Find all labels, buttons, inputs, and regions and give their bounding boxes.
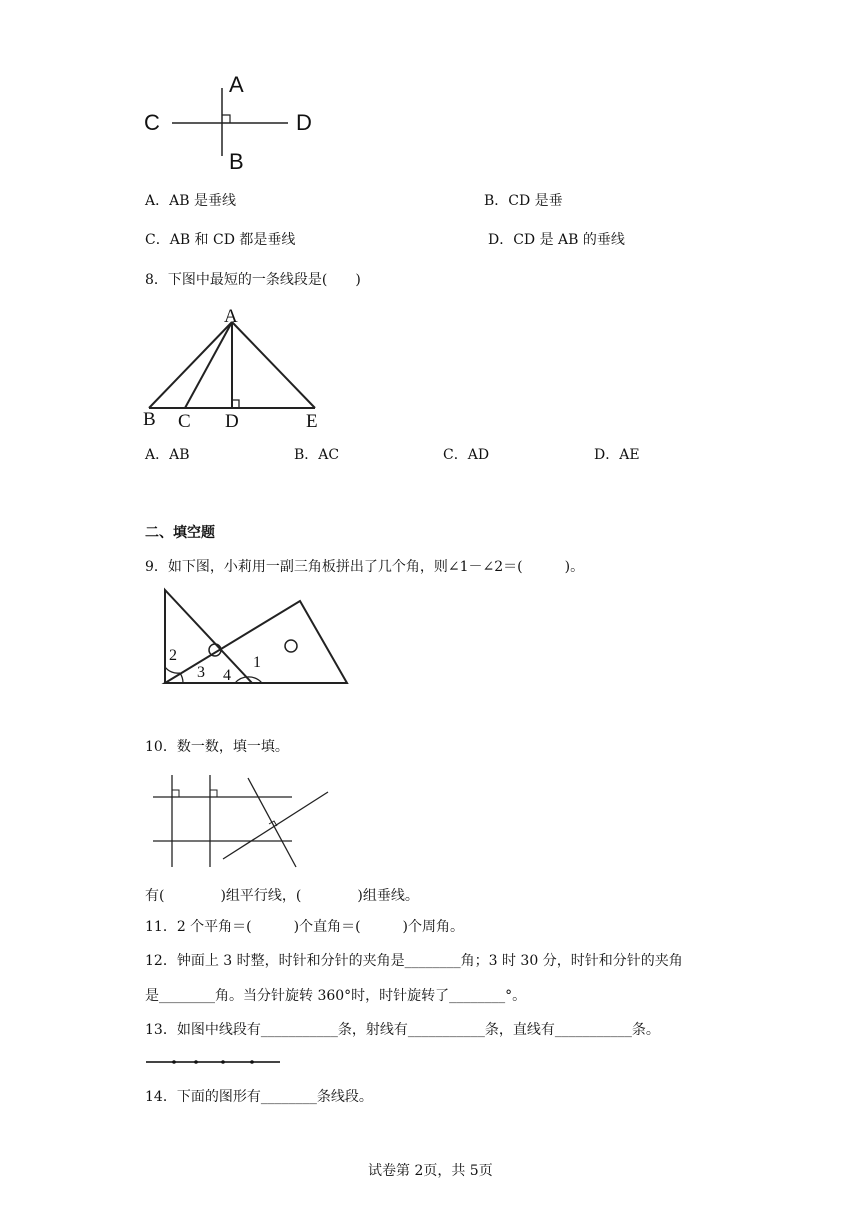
point-dot: [221, 1060, 225, 1064]
label-b: B: [143, 409, 156, 430]
triangle-left: [165, 590, 252, 683]
label-c: C: [178, 411, 191, 432]
q12-line-2: 是________角。当分针旋转 360°时，时针旋转了________°。: [145, 988, 527, 1004]
right-angle-mark: [172, 790, 179, 797]
label-d: D: [296, 110, 312, 135]
label-b: B: [229, 149, 244, 174]
q7-option-a[interactable]: A．AB 是垂线: [145, 193, 236, 209]
q8-option-b[interactable]: B．AC: [294, 447, 340, 463]
point-dot: [250, 1060, 254, 1064]
label-3: 3: [197, 664, 205, 681]
q10-answer-line: 有( )组平行线，( )组垂线。: [145, 888, 419, 904]
segment-ab: [149, 322, 232, 408]
q8-option-d[interactable]: D．AE: [594, 447, 640, 463]
label-2: 2: [169, 647, 177, 664]
q8-option-c[interactable]: C．AD: [443, 447, 490, 463]
right-angle-mark: [210, 790, 217, 797]
label-4: 4: [223, 667, 231, 684]
right-angle-mark: [222, 115, 230, 123]
q9-stem: 9．如下图，小莉用一副三角板拼出了几个角，则∠1－∠2＝( )。: [145, 559, 585, 575]
label-d: D: [225, 411, 239, 432]
q13-stem: 13．如图中线段有___________条，射线有___________条，直线有___________条。: [145, 1022, 660, 1038]
q10-lines-figure: [150, 770, 335, 870]
angle-arc-2: [165, 667, 180, 673]
q7-option-c[interactable]: C．AB 和 CD 都是垂线: [145, 232, 296, 248]
label-1: 1: [253, 654, 261, 671]
q13-line-figure: [146, 1055, 286, 1069]
right-angle-mark: [232, 400, 239, 408]
q7-option-d[interactable]: D．CD 是 AB 的垂线: [488, 232, 625, 248]
q10-stem: 10．数一数，填一填。: [145, 739, 289, 755]
q9-set-squares-figure: [160, 588, 355, 690]
q8-stem: 8．下图中最短的一条线段是( ): [145, 272, 361, 288]
label-a: A: [229, 72, 244, 97]
segment-ae: [232, 322, 315, 408]
label-c: C: [144, 110, 160, 135]
angle-arc-3: [180, 673, 183, 683]
page-footer: 试卷第 2页，共 5页: [368, 1163, 493, 1179]
q14-stem: 14．下面的图形有________条线段。: [145, 1089, 373, 1105]
hole-circle: [285, 640, 297, 652]
q8-triangle-figure: [140, 305, 330, 435]
label-e: E: [306, 411, 318, 432]
q7-option-b[interactable]: B．CD 是垂: [484, 193, 563, 209]
q11-stem: 11．2 个平角＝( )个直角＝( )个周角。: [145, 919, 465, 935]
point-dot: [194, 1060, 198, 1064]
q8-option-a[interactable]: A．AB: [145, 447, 190, 463]
q12-line-1: 12．钟面上 3 时整，时针和分针的夹角是________角；3 时 30 分，时针和分针的夹角: [145, 953, 683, 969]
section-title: 二、填空题: [145, 525, 215, 541]
segment-ac: [185, 322, 232, 408]
slanted-line: [223, 792, 328, 859]
label-a: A: [224, 306, 238, 327]
q7-perpendicular-figure: [140, 70, 330, 175]
point-dot: [172, 1060, 176, 1064]
